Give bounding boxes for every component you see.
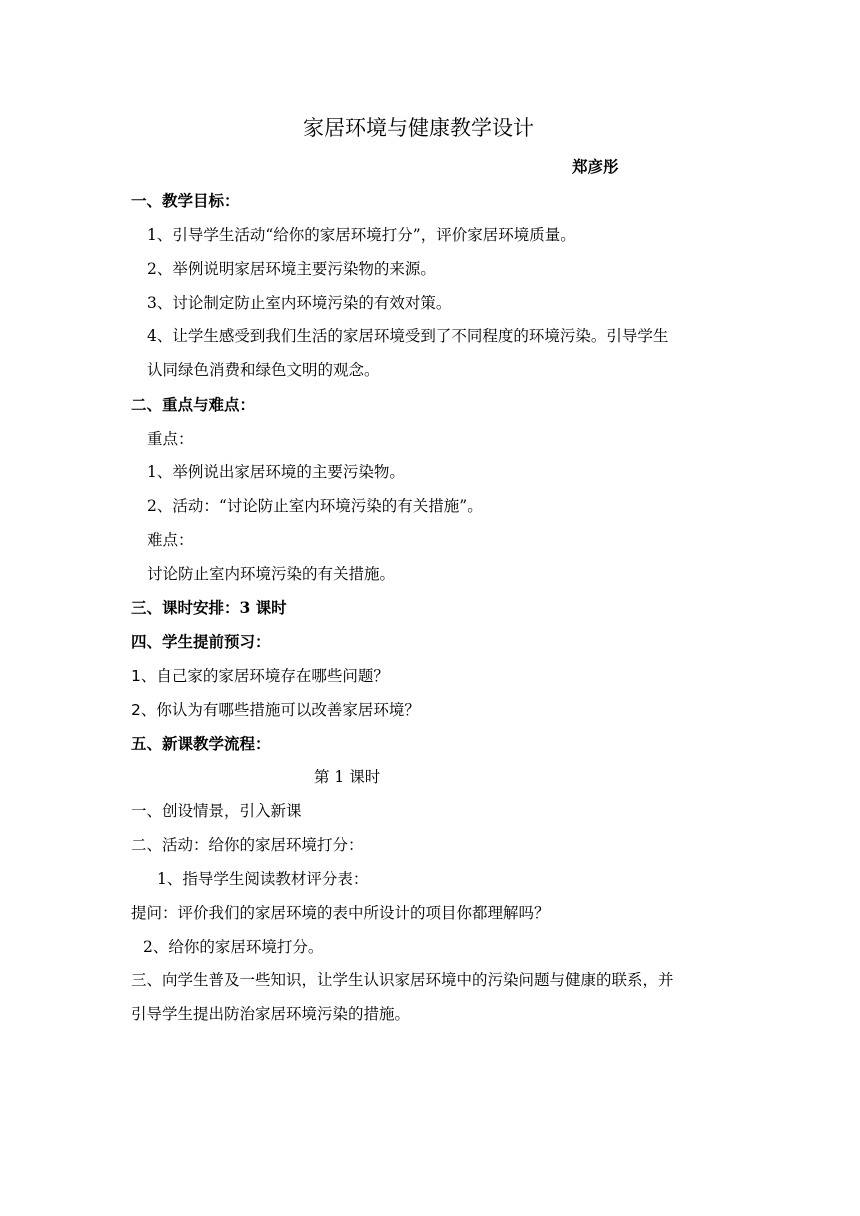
preview-question: 2、你认为有哪些措施可以改善家居环境？ — [131, 701, 420, 719]
section-2-heading: 二、重点与难点： — [131, 395, 256, 414]
objective-item: 2、举例说明家居环境主要污染物的来源。 — [147, 260, 436, 278]
difficult-points-label: 难点： — [147, 531, 194, 549]
flow-step: 一、创设情景，引入新课 — [131, 802, 302, 820]
key-points-label: 重点： — [147, 430, 194, 448]
flow-step: 二、活动：给你的家居环境打分： — [131, 836, 364, 854]
section-5-heading: 五、新课教学流程： — [131, 734, 271, 753]
objective-item-continued: 认同绿色消费和绿色文明的观念。 — [147, 361, 380, 379]
author-name: 郑彦彤 — [572, 157, 619, 176]
document-title: 家居环境与健康教学设计 — [303, 116, 534, 140]
difficult-point-text: 讨论防止室内环境污染的有关措施。 — [147, 565, 396, 583]
flow-step: 三、向学生普及一些知识，让学生认识家居环境中的污染问题与健康的联系，并 — [131, 971, 674, 989]
key-point-item: 1、举例说出家居环境的主要污染物。 — [147, 463, 405, 481]
section-4-heading: 四、学生提前预习： — [131, 632, 271, 651]
flow-substep: 2、给你的家居环境打分。 — [143, 938, 324, 956]
lesson-number: 第 1 课时 — [314, 768, 381, 786]
flow-question: 提问：评价我们的家居环境的表中所设计的项目你都理解吗？ — [131, 904, 550, 922]
objective-item: 3、讨论制定防止室内环境污染的有效对策。 — [147, 294, 452, 312]
key-point-item: 2、活动：“讨论防止室内环境污染的有关措施”。 — [147, 497, 483, 515]
flow-substep: 1、指导学生阅读教材评分表： — [157, 870, 369, 888]
preview-question: 1、自己家的家居环境存在哪些问题？ — [131, 667, 389, 685]
section-3-heading: 三、课时安排：3 课时 — [131, 598, 287, 617]
objective-item: 1、引导学生活动“给你的家居环境打分”，评价家居环境质量。 — [147, 226, 576, 244]
objective-item: 4、让学生感受到我们生活的家居环境受到了不同程度的环境污染。引导学生 — [147, 327, 669, 345]
section-1-heading: 一、教学目标： — [131, 191, 240, 210]
flow-step-continued: 引导学生提出防治家居环境污染的措施。 — [131, 1005, 411, 1023]
